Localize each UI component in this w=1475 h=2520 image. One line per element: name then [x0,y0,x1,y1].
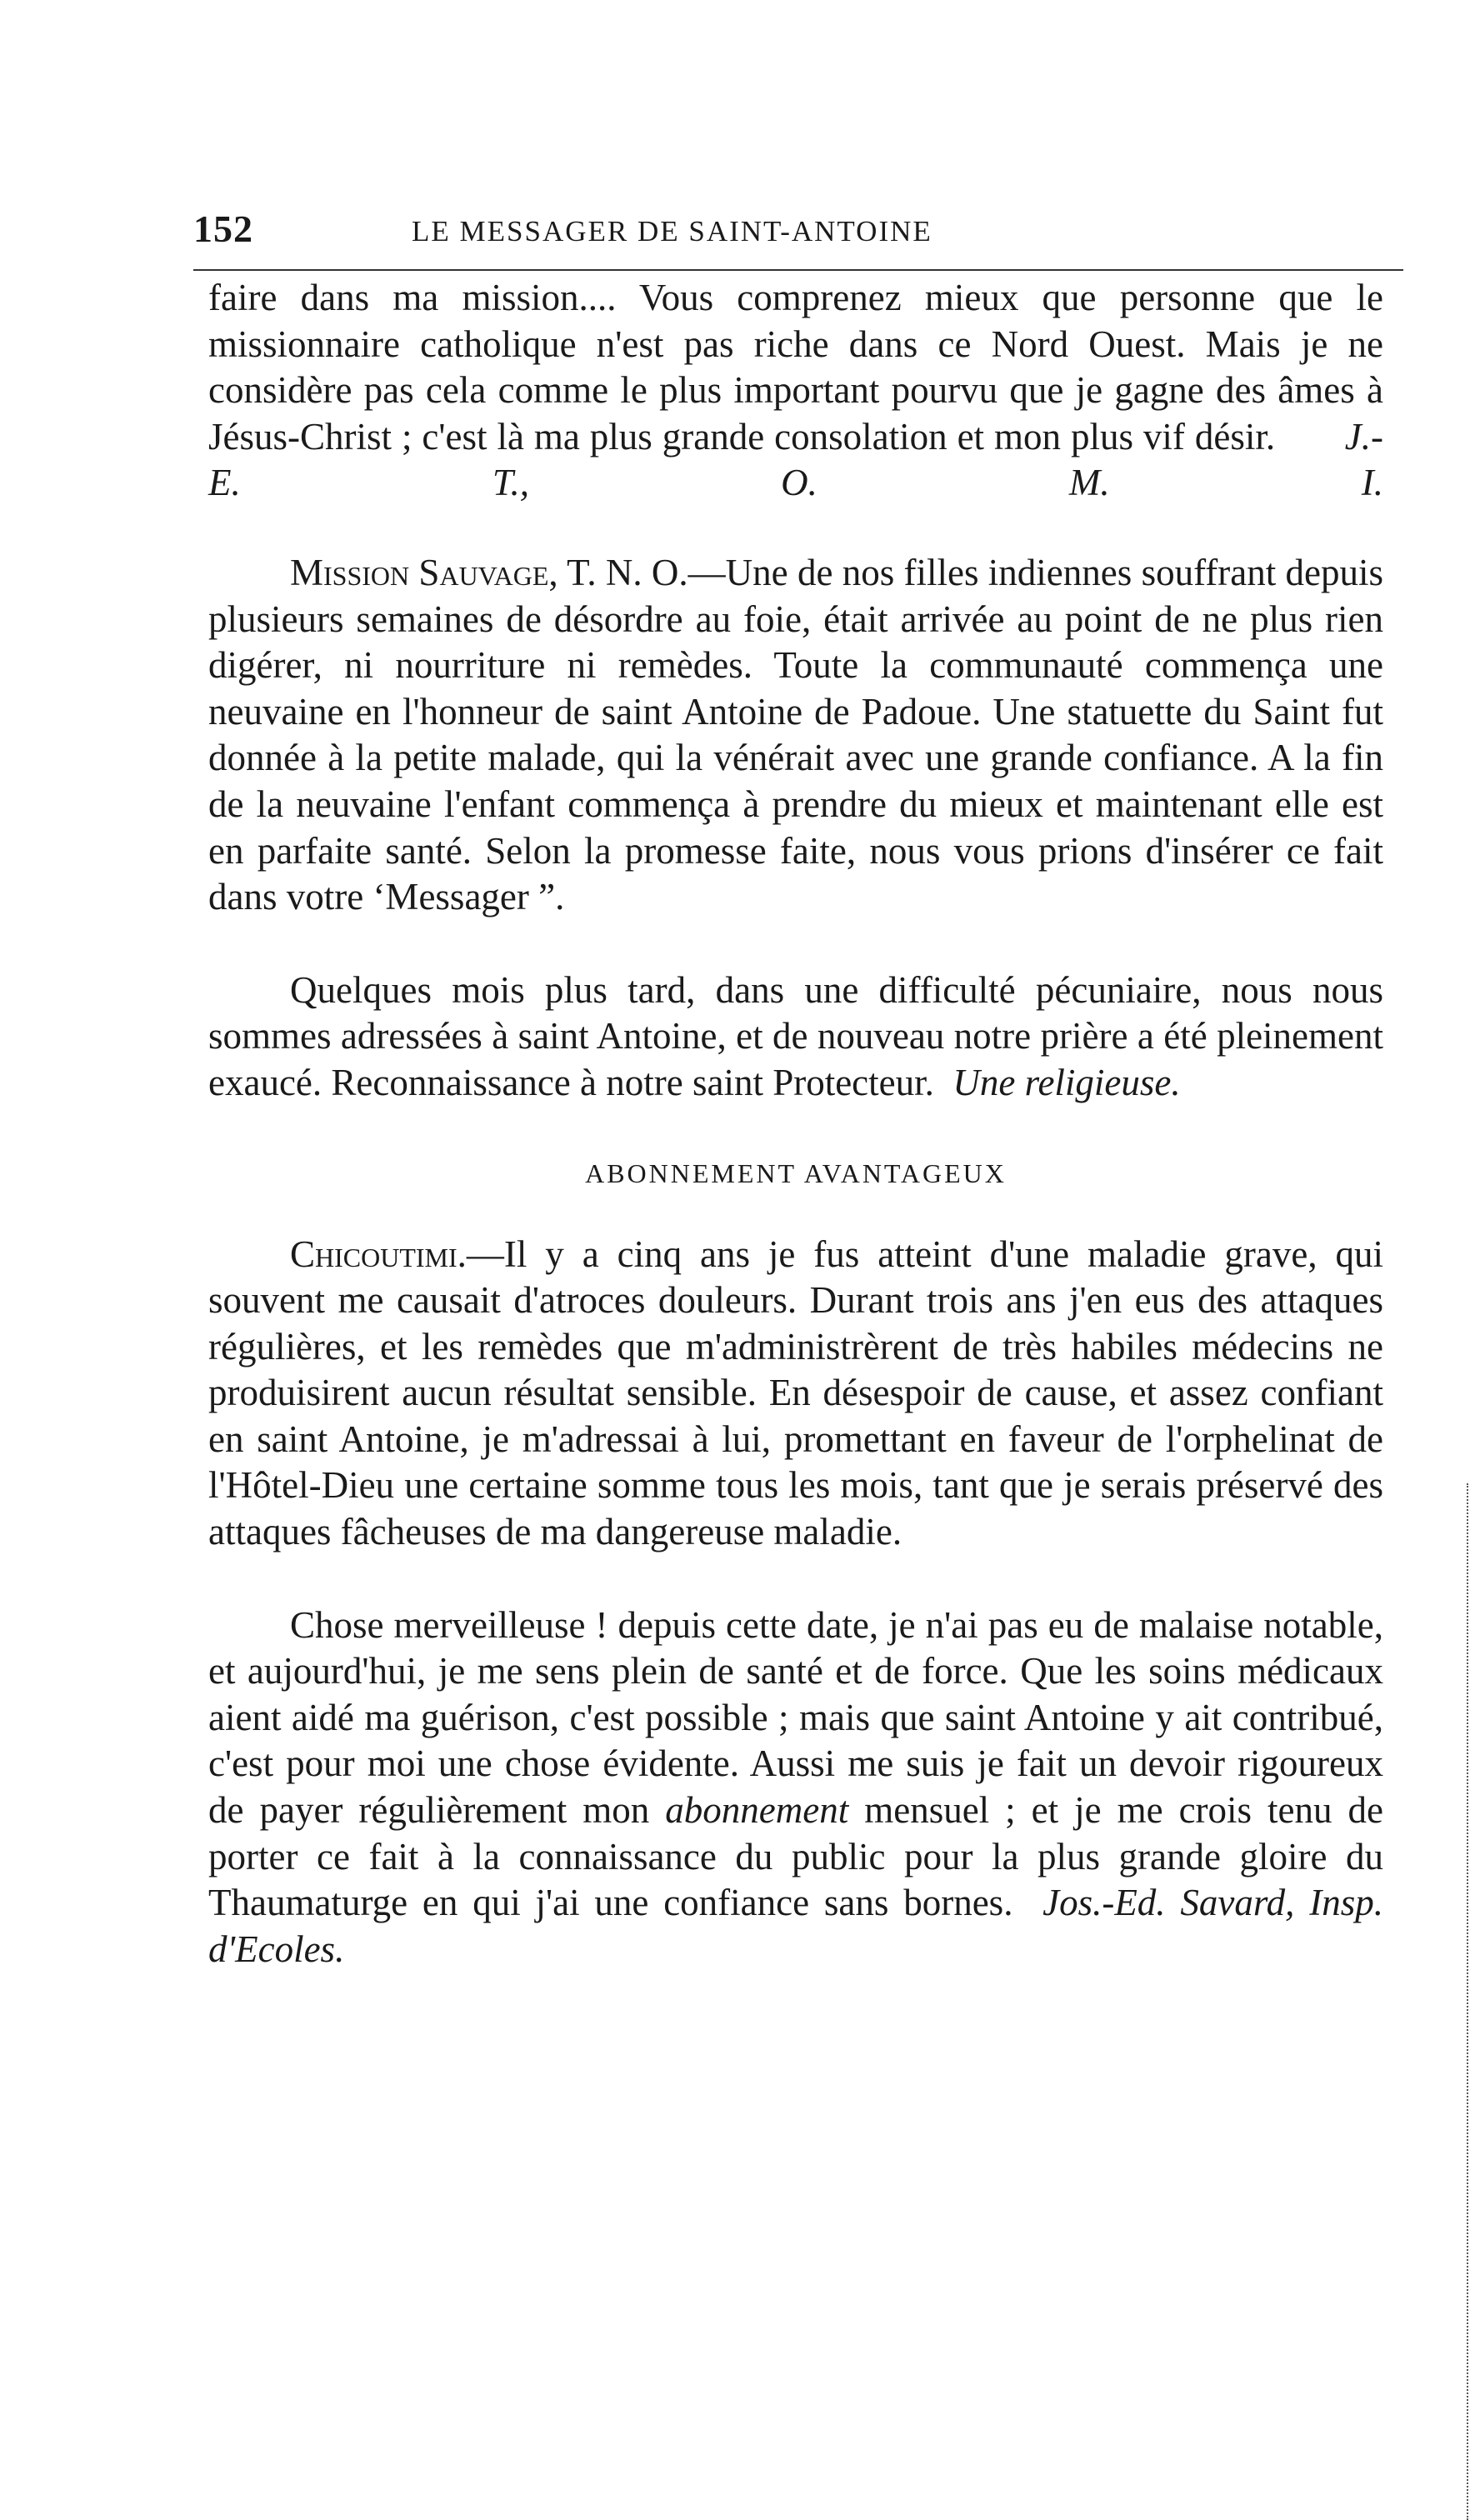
testimony-text: —Une de nos filles indiennes souffrant depuis plusieurs semaines de désordre au foie, était arrivée au point de ne plus rien digérer, ni nourriture ni remèdes. Toute la communauté commença une neuvaine en l'honneur de saint Antoine de Padoue. Une statuette du Saint fut donnée à la petite malade, qui la vénérait avec une grande confiance. A la fin de la neuvaine l'enfant commença à prendre du mieux et maintenant elle est en parfaite santé. Selon la promesse faite, nous vous prions d'insérer ce fait dans votre ‘Messager ”. [208,551,1383,918]
running-head: LE MESSAGER DE SAINT-ANTOINE [412,215,932,248]
letter-continuation [208,275,1383,507]
testimony-chose-merveilleuse [208,1602,1383,1973]
testimony-text-cont: mensuel ; et je me crois tenu de porter ce fait à la connaissance du public pour la plus grande gloire du Thaumaturge en qui j'ai une confiance sans bornes. [208,1789,1383,1924]
page-body [208,275,1383,1972]
testimony-signature: Jos.-Ed. Savard, Insp. d'Ecoles. [208,1882,1384,1970]
testimony-text: —Il y a cinq ans je fus atteint d'une maladie grave, qui souvent me causait d'atroces douleurs. Durant trois ans j'en eus des attaques régulières, et les remèdes que m'administrèrent de très habiles médecins ne produisirent aucun résultat sensible. En désespoir de cause, et assez confiant en saint Antoine, je m'adressai à lui, promettant en faveur de l'orphelinat de l'Hôtel-Dieu une certaine somme tous les mois, tant que je serais préservé des attaques fâcheuses de ma dangereuse maladie. [208,1232,1383,1553]
margin-dotted-line [1467,1483,1468,2520]
header-rule [193,269,1403,271]
testimony-religieuse [208,968,1383,1107]
testimony-place: Chicoutimi. [290,1232,467,1275]
testimony-text: Chose merveilleuse ! depuis cette date, je n'ai pas eu de malaise notable, et aujourd'hui, je me sens plein de santé et de force. Que les soins médicaux aient aidé ma guérison, c'est possible ; mais que saint Antoine y ait contribué, c'est pour moi une chose évidente. Aussi me suis je fait un devoir rigoureux de payer régulièrement mon [208,1603,1383,1832]
testimony-signature: Une religieuse. [952,1061,1181,1103]
testimony-mission-sauvage [208,550,1383,921]
page-header [193,207,1403,257]
letter-signature: J.-E. T., O. M. I. [208,415,1383,504]
testimony-emphasis: abonnement [665,1789,849,1832]
testimony-text: Quelques mois plus tard, dans une difficulté pécuniaire, nous nous sommes adressées à saint Antoine, et de nouveau notre prière a été pleinement exaucé. Reconnaissance à notre saint Protecteur. [208,968,1383,1103]
section-heading: ABONNEMENT AVANTAGEUX [585,1158,1007,1188]
page-number: 152 [193,208,253,250]
letter-continuation-text: faire dans ma mission.... Vous comprenez mieux que personne que le missionnaire catholique n'est pas riche dans ce Nord Ouest. Mais je ne considère pas cela comme le plus important pourvu que je gagne des âmes à Jésus-Christ ; c'est là ma plus grande consolation et mon plus vif désir. [208,277,1383,458]
testimony-place: Mission Sauvage, T. N. O. [290,551,688,593]
testimony-chicoutimi [208,1232,1383,1556]
